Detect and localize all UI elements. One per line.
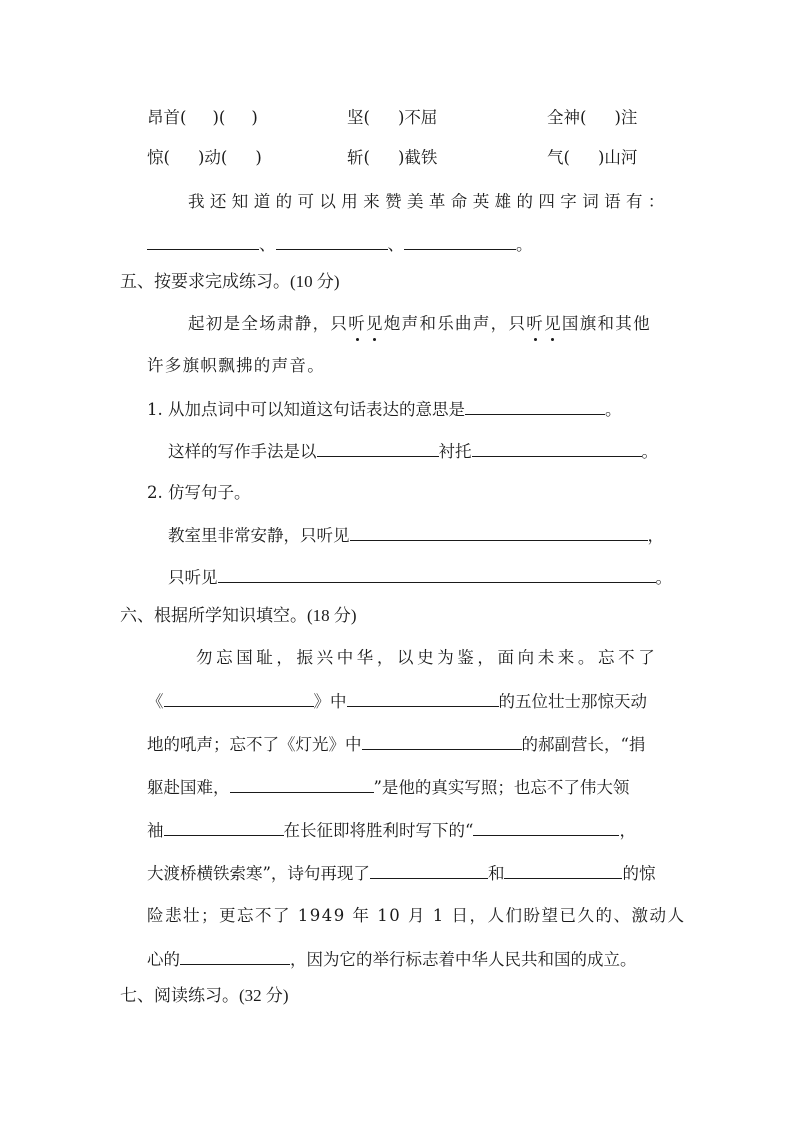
answer-blank[interactable] — [347, 689, 499, 707]
section-6-line-5: 袖 在长征即将胜利时写下的“ ， — [147, 818, 636, 843]
answer-blank[interactable] — [164, 818, 284, 836]
answer-blank[interactable] — [350, 523, 648, 541]
section-6-line-1: 勿忘国耻，振兴中华，以史为鉴，面向未来。忘不了 — [196, 648, 659, 667]
answer-blank[interactable] — [504, 861, 622, 879]
answer-blank[interactable] — [180, 947, 290, 965]
answer-blank[interactable] — [317, 439, 439, 457]
section-6-line-6: 大渡桥横铁索寒”，诗句再现了 和 的惊 — [147, 861, 655, 886]
emphasis-dot-char: 见 — [544, 312, 562, 336]
answer-blank[interactable] — [473, 818, 619, 836]
answer-blank[interactable] — [465, 397, 605, 415]
question-5-2-line-2: 只听见 。 — [168, 565, 672, 590]
question-5-1-line-1: 1. 从加点词中可以知道这句话表达的意思是 。 — [147, 397, 622, 422]
idiom-item-2: 坚( )不屈 — [347, 108, 438, 127]
section-6-line-2: 《 》中 的五位壮士那惊天动 — [147, 689, 647, 714]
emphasis-dot-char: 听 — [526, 312, 544, 336]
section-6-line-7: 险悲壮；更忘不了 1949 年 10 月 1 日，人们盼望已久的、激动人 — [147, 906, 686, 925]
answer-blank[interactable] — [404, 232, 516, 250]
answer-blank[interactable] — [218, 565, 656, 583]
question-5-2-title: 2. 仿写句子。 — [147, 483, 251, 502]
answer-blank[interactable] — [276, 232, 388, 250]
section-5-passage-line-2: 许多旗帜飘拂的声音。 — [147, 356, 325, 375]
question-5-1-line-2: 这样的写作手法是以 衬托 。 — [168, 439, 658, 464]
emphasis-dot-char: 听 — [348, 312, 366, 336]
section-6-line-4: 躯赴国难， ”是他的真实写照；也忘不了伟大领 — [147, 775, 629, 800]
section-7-heading: 七、阅读练习。(32 分) — [120, 986, 289, 1006]
answer-blank[interactable] — [362, 732, 522, 750]
idiom-item-3: 全神( )注 — [547, 108, 638, 127]
idiom-item-5: 斩( )截铁 — [347, 148, 438, 167]
extra-idioms-blanks: 、 、 。 — [147, 232, 533, 257]
section-6-heading: 六、根据所学知识填空。(18 分) — [120, 606, 357, 626]
idiom-item-1: 昂首( )( ) — [147, 108, 258, 127]
extra-idioms-prompt: 我还知道的可以用来赞美革命英雄的四字词语有： — [188, 192, 670, 211]
answer-blank[interactable] — [230, 775, 374, 793]
idiom-item-6: 气( )山河 — [547, 148, 638, 167]
section-5-heading: 五、按要求完成练习。(10 分) — [120, 272, 340, 292]
section-6-line-3: 地的吼声；忘不了《灯光》中 的郝副营长，“捐 — [147, 732, 645, 757]
answer-blank[interactable] — [147, 232, 259, 250]
emphasis-dot-char: 见 — [366, 312, 384, 336]
answer-blank[interactable] — [472, 439, 642, 457]
idiom-item-4: 惊( )动( ) — [147, 148, 262, 167]
section-6-line-8: 心的 ，因为它的举行标志着中华人民共和国的成立。 — [147, 947, 637, 972]
answer-blank[interactable] — [164, 689, 314, 707]
section-5-passage-line-1: 起初是全场肃静，只听见炮声和乐曲声，只听见国旗和其他 — [188, 312, 651, 336]
question-5-2-line-1: 教室里非常安静，只听见 ， — [168, 523, 664, 548]
answer-blank[interactable] — [370, 861, 488, 879]
